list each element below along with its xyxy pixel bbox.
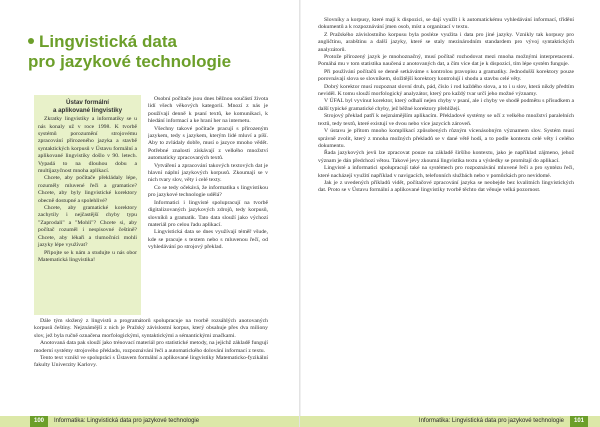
page-number: 100 [30,416,48,427]
body-paragraph: Dobrý korektor musí rozpoznat slovní druh, pád, číslo i rod každého slova, a to i u slov, která nikdy předtím neviděl. K tomu slouží morfologický analyzátor, který pro každý tvar určí jeho možné významy. [318,83,574,98]
body-paragraph: Strojový překlad patří k nejznámějším aplikacím. Překladové systémy se učí z velkého množství paralelních textů, tedy textů, které existují ve dvou nebo více jazycích zároveň. [318,113,574,127]
body-paragraph: Lingvisté a informatici spolupracují také na systémech pro rozpoznávání mluvené řeči a pro syntézu řeči, které nacházejí využití například v navigacích, telefonních službách nebo v pomůckách pro nevidomé. [318,165,574,179]
sidebar-heading-line-1: Ústav formální [66,99,109,106]
body-paragraph: Osobní počítače jsou dnes běžnou součástí života lidí všech věkových kategorií. Mnozí z nás je používají denně k psaní textů, ke komunikaci, k hledání informací a ke hraní her na internetu. [148,96,268,125]
body-paragraph: V ústavu je přitom mnoho komplikací způsobených různým vícenásobným významem slov. Systém musí správně zvolit, který z mnoha možných překladů se v dané větě hodí, a to podle kontextu celé věty i celého dokumentu. [318,128,574,149]
left-text-column [148,96,268,315]
right-page [300,0,600,427]
sidebar-heading [34,95,141,116]
body-paragraph: Co se tedy očekává, že informatika s lingvistikou pro jazykové technologie udělá? [148,184,268,199]
sidebar-paragraph: Chcete, aby počítače překládaly lépe, rozuměly mluvené řeči a gramatice? Chcete, aby byly lingvistické korektory obecně dostupné a spolehlivé? [38,175,137,204]
body-paragraph: Tento text vznikl ve spolupráci s Ústavem formální a aplikované lingvistiky Matematicko-fyzikální fakulty Univerzity Karlovy. [34,355,268,369]
body-paragraph: Jak je z uvedených příkladů vidět, počítačové zpracování jazyka se neobejde bez kvalitních lingvistických dat. Proto se v Ústavu formální a aplikované lingvistiky tvorbě těchto dat věnuje velká pozornost. [318,179,574,194]
right-text-column [318,17,574,403]
body-paragraph: Z Pražského závislostního korpusu byla posléze využita i data pro jiné jazyky. Vznikly tak korpusy pro angličtinu, arabštinu a další jazyky, které se staly mezinárodním standardem pro vývoj syntaktických analyzátorů. [318,31,574,53]
sidebar-heading-line-2: a aplikované lingvistiky [52,106,123,114]
body-paragraph: Dále tým složený z lingvistů a programátorů spolupracuje na tvorbě rozsáhlých anotovaných korpusů češtiny. Nejznámější z nich je Pražský závislostní korpus, který obsahuje přes dva miliony slov, jež byla ručně označena morfologickými, syntaktickými a sémantickými značkami. [34,318,268,339]
body-paragraph: Protože přirozený jazyk je mnohoznačný, musí počítač rozhodovat mezi mnoha možnými interpretacemi. Pomáhá mu v tom statistika naučená z anotovaných dat, a čím více dat je k dispozici, tím lépe systém funguje. [318,54,574,68]
body-paragraph: Lingvistická data se dnes využívají téměř všude, kde se pracuje s textem nebo s mluvenou řečí, od vyhledávání po strojový překlad. [148,229,268,251]
left-footer [0,416,300,427]
body-paragraph: Vytváření a zpracování takových textových dat je hlavní náplní jazykových korpusů. Zkoumají se v nich tvary slov, věty i celé texty. [148,162,268,184]
body-paragraph: Řada jazykových jevů lze zpracovat pouze na základě širšího kontextu, jako je například zájmeno, jehož význam je dán předchozí větou. Takové jevy zkoumá lingvistika textu a výsledky se promítají do aplikací. [318,150,574,164]
page-title [28,32,268,72]
sidebar-paragraph: Připojte se k nám a studujte u nás obor Matematická lingvistika! [38,249,137,263]
sidebar-paragraph: Chcete, aby gramatické korektory zachytily i nejčastější chyby typu "Zaprodali" a "Mohli"? Chcete si, aby počítač rozuměl i nespisovné češtině? Chcete, aby lékaři a tlumočníci mohli jazyky lépe využívat? [38,205,137,249]
title-line-2: pro jazykové technologie [28,52,232,71]
body-paragraph: V ÚFAL byl vyvinut korektor, který odhalí nejen chyby v psaní, ale i chyby ve shodě podmětu s přísudkem a další typické gramatické chyby, jež běžné korektory přehlížejí. [318,98,574,112]
left-full-width-text [34,318,268,403]
footer-text: Informatika: Lingvistická data pro jazykové technologie [418,418,564,424]
title-line-1: Lingvistická data [39,32,177,51]
title-bullet-icon [28,38,34,44]
footer-text: Informatika: Lingvistická data pro jazykové technologie [54,418,200,424]
body-paragraph: Slovníky a korpusy, které mají k dispozici, se dají využít i k automatickému vyhledávání informací, třídění dokumentů a k rozpoznávání jmen osob, míst a organizací v textu. [318,17,574,31]
right-footer [300,416,600,427]
body-paragraph: Všechny takové počítače pracují s přirozeným jazykem, tedy s jazykem, kterým lidé mluví a píší. Aby to zvládaly dobře, musí o jazyce mnoho vědět. Potřebné znalosti získávají z velkého množství automaticky zpracovaných textů. [148,125,268,162]
sidebar-paragraph: Zkratky lingvistiky a informatiky se u nás konaly už v roce 1998. K tvorbě systémů porozumění strojovému zpracování přirozeného jazyka a stavbě syntaktických korpusů v Ústavu formální a aplikované lingvistiky došlo v 90. letech. Vypadá to na dlouhou dobu a multijazyčnost mnoha aplikací. [38,116,137,175]
page-number: 101 [570,416,588,427]
body-paragraph: Informatici i lingvisté spolupracují na tvorbě digitalizovaných jazykových zdrojů, tedy korpusů, slovníků a gramatik. Tato data slouží jako výchozí materiál pro celou řadu aplikací. [148,199,268,228]
sidebar-box [34,95,141,315]
body-paragraph: Anotovaná data pak slouží jako trénovací materiál pro statistické metody, na jejichž základě fungují moderní systémy strojového překladu, rozpoznávání řeči a automatického dolování informací z textu. [34,340,268,354]
body-paragraph: Při používání počítačů se denně setkáváme s kontrolou pravopisu a gramatiky. Jednodušší korektory pouze porovnávají slova se slovníkem, složitější korektory kontrolují i shodu a stavbu celé věty. [318,68,574,83]
